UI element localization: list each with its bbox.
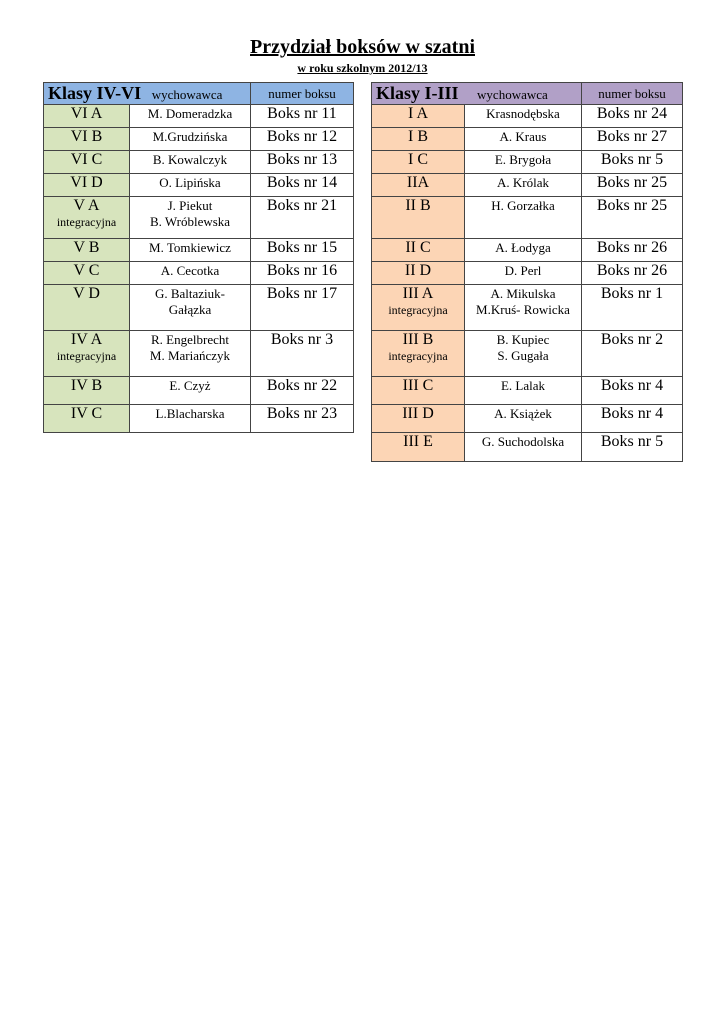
class-cell [372,105,465,128]
header-group-label: Klasy I-III [376,83,459,103]
teacher-name: E. Brygoła [494,152,552,167]
class-name: II D [404,262,432,279]
class-cell [44,174,130,197]
box-number: Boks nr 16 [251,262,354,285]
teacher-cell [465,197,582,239]
table-row [372,433,683,462]
teacher-cell [465,433,582,462]
class-name: V D [73,285,100,302]
box-number: Boks nr 4 [582,405,683,433]
class-name: VI A [70,105,103,122]
teacher-name: B. Kupiec [496,332,550,347]
class-name: III E [403,433,433,450]
class-name: IV A [70,331,103,348]
box-number: Boks nr 26 [582,239,683,262]
class-cell [44,239,130,262]
teacher-name: G. Baltaziuk- [154,286,226,301]
class-name: I C [408,151,428,168]
table-body [372,105,683,462]
teacher-cell [130,239,251,262]
class-name: V C [73,262,100,279]
box-number: Boks nr 1 [582,285,683,331]
class-note: integracyjna [388,303,448,317]
box-number: Boks nr 15 [251,239,354,262]
teacher-name: A. Mikulska [490,286,556,301]
teacher-name-2: Gałązka [168,302,212,317]
class-note: integracyjna [56,349,117,363]
teacher-cell [465,239,582,262]
teacher-cell [465,262,582,285]
header-group-label: Klasy IV-VI [48,83,142,103]
box-number: Boks nr 5 [582,151,683,174]
header-cell [44,83,251,105]
header-teacher-label: wychowawca [151,87,223,102]
class-cell [372,377,465,405]
box-number: Boks nr 3 [251,331,354,377]
box-number: Boks nr 25 [582,197,683,239]
teacher-name: J. Piekut [167,198,213,213]
teacher-name: A. Kraus [499,129,547,144]
class-name: IV C [70,405,103,422]
teacher-cell [465,377,582,405]
table-row [372,174,683,197]
table-row [372,105,683,128]
class-cell [44,285,130,331]
table-row [44,174,354,197]
class-name: II C [405,239,431,256]
teacher-cell [465,151,582,174]
table-body [44,105,354,433]
teacher-cell [130,262,251,285]
class-note: integracyjna [56,215,117,229]
class-cell [44,197,130,239]
teacher-name: A. Cecotka [160,263,220,278]
teacher-cell [465,331,582,377]
teacher-name-2: M.Kruś- Rowicka [476,302,570,317]
class-name: I B [408,128,428,145]
box-number: Boks nr 21 [251,197,354,239]
teacher-cell [465,285,582,331]
table-row [44,128,354,151]
class-cell [44,377,130,405]
box-number: Boks nr 14 [251,174,354,197]
class-cell [44,331,130,377]
class-name: I A [408,105,428,122]
table-row [372,331,683,377]
teacher-name-2: S. Gugała [497,348,549,363]
teacher-cell [130,174,251,197]
teacher-name: Krasnodębska [486,106,560,121]
class-name: IIA [406,174,430,191]
class-name: III D [402,405,434,422]
class-cell [372,262,465,285]
teacher-name: A. Łodyga [495,240,551,255]
class-note: integracyjna [388,349,448,363]
teacher-cell [465,128,582,151]
table-row [44,262,354,285]
page-subtitle: w roku szkolnym 2012/13 [297,61,428,75]
class-cell [372,405,465,433]
class-name: VI C [70,151,103,168]
table-row [44,405,354,433]
table-header-row [372,83,683,105]
class-cell [372,174,465,197]
header-box-label: numer boksu [582,83,683,105]
teacher-name: B. Kowalczyk [152,152,228,167]
table-row [44,239,354,262]
class-name: IV B [70,377,103,394]
teacher-name: M.Grudzińska [152,129,228,144]
teacher-name: M. Tomkiewicz [149,240,231,255]
table-row [372,377,683,405]
box-number: Boks nr 11 [251,105,354,128]
teacher-cell [130,331,251,377]
table-row [44,105,354,128]
table-row [372,128,683,151]
teacher-cell [130,285,251,331]
teacher-name: G. Suchodolska [481,434,565,449]
class-cell [372,197,465,239]
header-cell [372,83,582,105]
teacher-name-2: M. Mariańczyk [149,348,231,363]
header-box-label: numer boksu [251,83,354,105]
box-number: Boks nr 17 [251,285,354,331]
box-number: Boks nr 12 [251,128,354,151]
teacher-name: O. Lipińska [159,175,221,190]
box-number: Boks nr 25 [582,174,683,197]
teacher-cell [130,105,251,128]
class-name: II B [405,197,431,214]
teacher-name: A. Książek [494,406,552,421]
teacher-name: M. Domeradzka [147,106,233,121]
class-name: III C [402,377,434,394]
box-number: Boks nr 24 [582,105,683,128]
teacher-name: A. Królak [497,175,549,190]
table-row [372,151,683,174]
class-cell [44,405,130,433]
header-teacher-label: wychowawca [477,87,548,102]
table-row [372,197,683,239]
box-number: Boks nr 13 [251,151,354,174]
table-row [44,285,354,331]
page-title: Przydział boksów w szatni [250,36,475,58]
teacher-name: E. Czyż [169,378,211,393]
class-cell [372,239,465,262]
class-name: III A [402,285,434,302]
teacher-cell [130,128,251,151]
table-row [44,377,354,405]
teacher-cell [465,105,582,128]
class-name: V B [73,239,100,256]
class-name: VI D [70,174,103,191]
teacher-name: H. Gorzałka [491,198,555,213]
class-cell [372,433,465,462]
teacher-name: R. Engelbrecht [151,332,229,347]
table-classes-iv-vi [43,82,354,433]
teacher-cell [465,405,582,433]
class-name: III B [402,331,434,348]
class-name: V A [73,197,100,214]
table-header-row [44,83,354,105]
box-number: Boks nr 2 [582,331,683,377]
box-number: Boks nr 23 [251,405,354,433]
teacher-name: D. Perl [504,263,542,278]
table-row [372,405,683,433]
table-classes-i-iii [371,82,683,462]
box-number: Boks nr 4 [582,377,683,405]
class-cell [372,331,465,377]
table-row [372,262,683,285]
class-cell [44,151,130,174]
teacher-name: E. Lalak [500,378,546,393]
box-number: Boks nr 27 [582,128,683,151]
box-number: Boks nr 5 [582,433,683,462]
teacher-cell [130,405,251,433]
teacher-cell [130,151,251,174]
teacher-name-2: B. Wróblewska [149,214,231,229]
class-cell [372,151,465,174]
box-number: Boks nr 26 [582,262,683,285]
teacher-cell [465,174,582,197]
class-cell [372,128,465,151]
table-row [44,151,354,174]
teacher-cell [130,197,251,239]
box-number: Boks nr 22 [251,377,354,405]
class-cell [44,262,130,285]
table-row [44,331,354,377]
class-cell [44,128,130,151]
teacher-cell [130,377,251,405]
teacher-name: L.Blacharska [155,406,225,421]
class-cell [372,285,465,331]
class-name: VI B [70,128,103,145]
table-row [44,197,354,239]
table-row [372,239,683,262]
table-row [372,285,683,331]
class-cell [44,105,130,128]
